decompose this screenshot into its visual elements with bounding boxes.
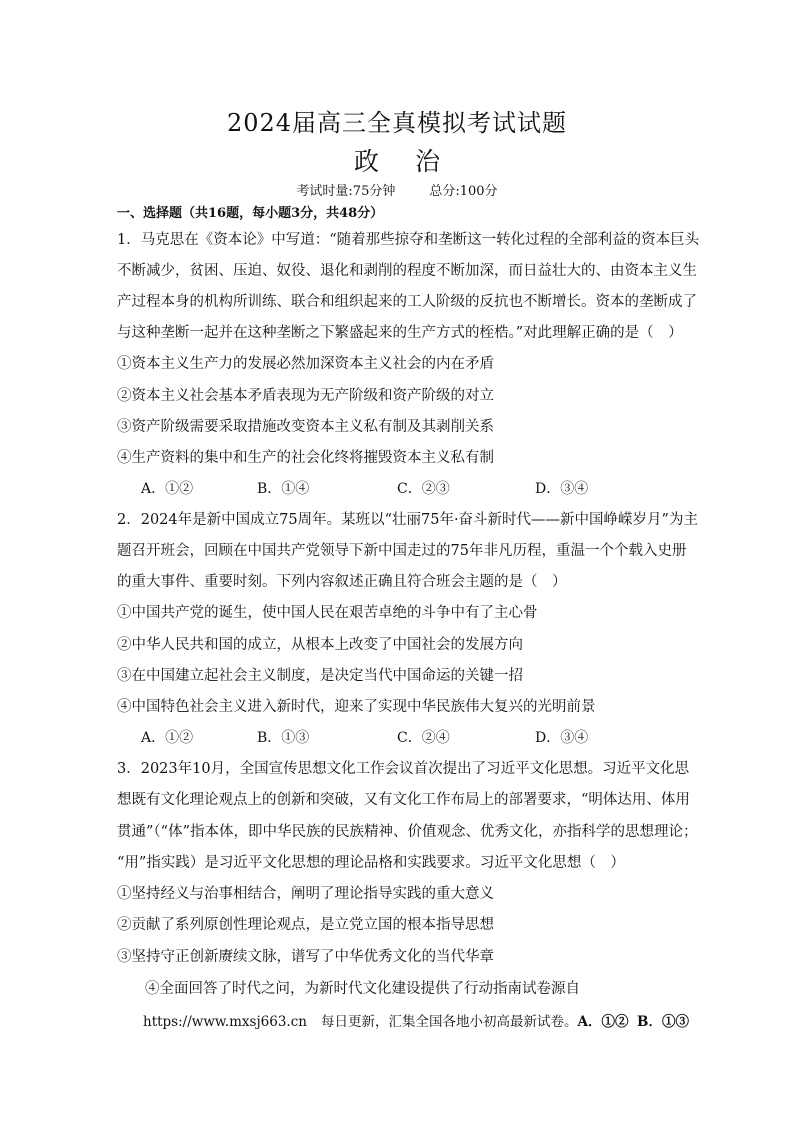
source-text: 每日更新，汇集全国各地小初高最新试卷。: [320, 1014, 578, 1030]
section-heading: 一、选择题（共16题，每小题3分，共48分）: [117, 206, 384, 221]
q1-line-3: 产过程本身的机构所训练、联合和组织起来的工人阶级的反抗也不断增长。资本的垄断成了: [117, 294, 697, 310]
q3-line-3: 贯通”（“体”指本体，即中华民族的民族精神、价值观念、优秀文化，亦指科学的思想理论；: [117, 824, 698, 840]
q1-line-1: 1．马克思在《资本论》中写道：“随着那些掠夺和垄断这一转化过程的全部利益的资本巨头: [117, 232, 700, 248]
q2-item-4: ④中国特色社会主义进入新时代，迎来了实现中华民族伟大复兴的光明前景: [117, 699, 596, 715]
exam-time: 考试时量:75分钟: [296, 184, 396, 199]
q2-line-1: 2．2024年是新中国成立75周年。某班以“壮丽75年·奋斗新时代——新中国峥嵘岁月”为主: [117, 512, 698, 528]
subject-char-1: 政: [353, 147, 379, 176]
q3-option-b: B．①③: [637, 1014, 689, 1030]
q2-line-3: 的重大事件、重要时刻。下列内容叙述正确且符合班会主题的是（ ）: [117, 574, 567, 590]
q2-item-1: ①中国共产党的诞生，使中国人民在艰苦卓绝的斗争中有了主心骨: [117, 605, 538, 621]
q1-item-4: ④生产资料的集中和生产的社会化终将摧毁资本主义私有制: [117, 450, 494, 466]
q2-option-b: B．①③: [257, 730, 310, 746]
q1-option-b: B．①④: [257, 481, 310, 497]
footer-line: [143, 1010, 689, 1030]
source-url: https://www.mxsj663.cn: [143, 1014, 307, 1030]
q3-item-3: ③坚持守正创新赓续文脉，谱写了中华优秀文化的当代华章: [117, 949, 494, 965]
exam-score: 总分:100分: [429, 184, 498, 199]
subject-char-2: 治: [415, 147, 441, 176]
q1-option-a: A．①②: [141, 481, 194, 497]
q3-line-4: “用”指实践）是习近平文化思想的理论品格和实践要求。习近平文化思想（ ）: [117, 855, 625, 871]
q1-option-c: C．②③: [397, 481, 450, 497]
q1-item-3: ③资产阶级需要采取措施改变资本主义私有制及其剥削关系: [117, 419, 494, 435]
exam-meta: [0, 180, 794, 199]
q1-line-4: 与这种垄断一起并在这种垄断之下繁盛起来的生产方式的桎梏。”对此理解正确的是（ ）: [117, 325, 683, 341]
q1-item-2: ②资本主义社会基本矛盾表现为无产阶级和资产阶级的对立: [117, 388, 494, 404]
q3-line-1: 3．2023年10月，全国宣传思想文化工作会议首次提出了习近平文化思想。习近平文化思: [117, 761, 690, 777]
q3-option-a: A．①②: [577, 1014, 629, 1030]
q2-line-2: 题召开班会，回顾在中国共产党领导下新中国走过的75年非凡历程，重温一个个载入史册: [117, 543, 687, 559]
q2-item-2: ②中华人民共和国的成立，从根本上改变了中国社会的发展方向: [117, 637, 523, 653]
q2-option-d: D．③④: [535, 730, 589, 746]
subject-title: [0, 142, 794, 178]
q3-item-4: ④全面回答了时代之问，为新时代文化建设提供了行动指南试卷源自: [145, 981, 580, 997]
q1-line-2: 不断减少，贫困、压迫、奴役、退化和剥削的程度不断加深，而日益壮大的、由资本主义生: [117, 263, 697, 279]
q3-line-2: 想既有文化理论观点上的创新和突破，又有文化工作布局上的部署要求，“明体达用、体用: [117, 792, 690, 808]
q2-item-3: ③在中国建立起社会主义制度，是决定当代中国命运的关键一招: [117, 668, 523, 684]
q1-option-d: D．③④: [535, 481, 589, 497]
q1-item-1: ①资本主义生产力的发展必然加深资本主义社会的内在矛盾: [117, 356, 494, 372]
q3-item-1: ①坚持经义与治事相结合，阐明了理论指导实践的重大意义: [117, 886, 494, 902]
q2-option-c: C．②④: [397, 730, 450, 746]
q3-item-2: ②贡献了系列原创性理论观点，是立党立国的根本指导思想: [117, 917, 494, 933]
exam-title: 2024届高三全真模拟考试试题: [226, 109, 568, 137]
q2-option-a: A．①②: [141, 730, 194, 746]
